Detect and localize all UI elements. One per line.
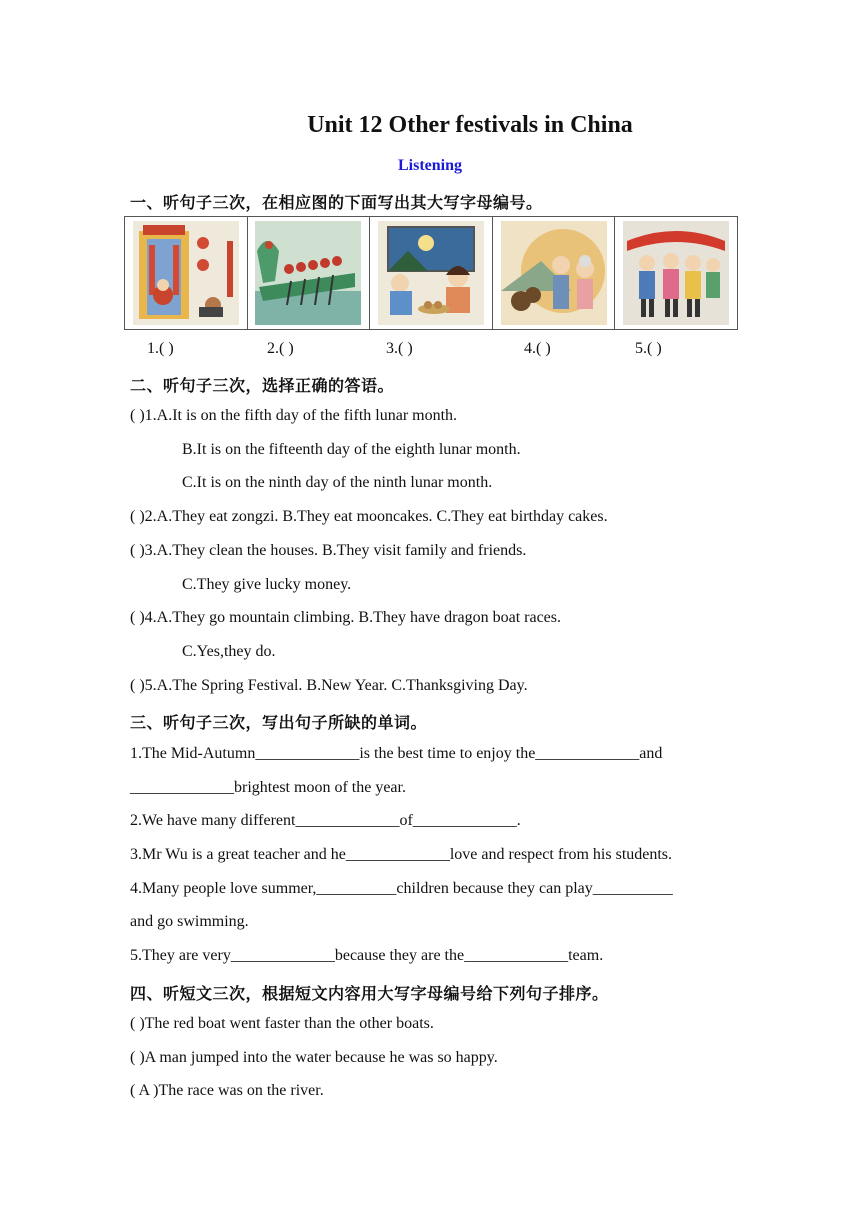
section3-heading: 三、听句子三次，写出句子所缺的单词。	[130, 713, 428, 732]
answer-blank-3[interactable]: 3.( )	[386, 340, 413, 357]
section1-heading: 一、听句子三次，在相应图的下面写出其大写字母编号。	[130, 193, 543, 212]
elderly-couple-icon	[501, 221, 607, 325]
answer-blank-2[interactable]: 2.( )	[267, 340, 294, 357]
answer-blank-1[interactable]: 1.( )	[147, 340, 174, 357]
page-subtitle: Listening	[397, 157, 462, 174]
question-line: ( )1.A.It is on the fifth day of the fifth lunar month.	[130, 407, 458, 424]
question-line: C.It is on the ninth day of the ninth lunar month.	[182, 474, 493, 491]
picture-cell-1	[125, 217, 248, 329]
fill-blank-line: and go swimming.	[130, 913, 249, 930]
fill-blank-line: 5.They are very_____________because they are the_____________team.	[130, 947, 604, 964]
question-line: ( )3.A.They clean the houses. B.They visit family and friends.	[130, 542, 527, 559]
dragon-boat-icon	[255, 221, 361, 325]
new-year-door-icon	[133, 221, 239, 325]
section4-heading: 四、听短文三次，根据短文内容用大写字母编号给下列句子排序。	[130, 984, 609, 1003]
question-line: ( )5.A.The Spring Festival. B.New Year. C.Thanksgiving Day.	[130, 677, 528, 694]
question-line: B.It is on the fifteenth day of the eighth lunar month.	[182, 441, 521, 458]
question-line: C.Yes,they do.	[182, 643, 276, 660]
ordering-line: ( )The red boat went faster than the other boats.	[130, 1015, 434, 1032]
mooncake-family-icon	[378, 221, 484, 325]
fill-blank-line: 4.Many people love summer,__________children because they can play__________	[130, 880, 673, 897]
answer-blank-5[interactable]: 5.( )	[635, 340, 662, 357]
question-line: ( )4.A.They go mountain climbing. B.They have dragon boat races.	[130, 609, 561, 626]
section2-heading: 二、听句子三次，选择正确的答语。	[130, 376, 395, 395]
picture-cell-4	[493, 217, 616, 329]
fill-blank-line: 2.We have many different_____________of_____________.	[130, 812, 521, 829]
picture-table	[124, 216, 738, 330]
question-line: ( )2.A.They eat zongzi. B.They eat mooncakes. C.They eat birthday cakes.	[130, 508, 608, 525]
ordering-line: ( A )The race was on the river.	[130, 1082, 324, 1099]
picture-cell-5	[615, 217, 737, 329]
fill-blank-line: 1.The Mid-Autumn_____________is the best time to enjoy the_____________and	[130, 745, 663, 762]
answer-blank-4[interactable]: 4.( )	[524, 340, 551, 357]
ordering-line: ( )A man jumped into the water because he was so happy.	[130, 1049, 498, 1066]
page-title: Unit 12 Other festivals in China	[307, 112, 633, 138]
children-group-icon	[623, 221, 729, 325]
fill-blank-line: 3.Mr Wu is a great teacher and he_____________love and respect from his students.	[130, 846, 673, 863]
picture-cell-3	[370, 217, 493, 329]
picture-cell-2	[248, 217, 371, 329]
question-line: C.They give lucky money.	[182, 576, 352, 593]
fill-blank-line: _____________brightest moon of the year.	[130, 779, 406, 796]
